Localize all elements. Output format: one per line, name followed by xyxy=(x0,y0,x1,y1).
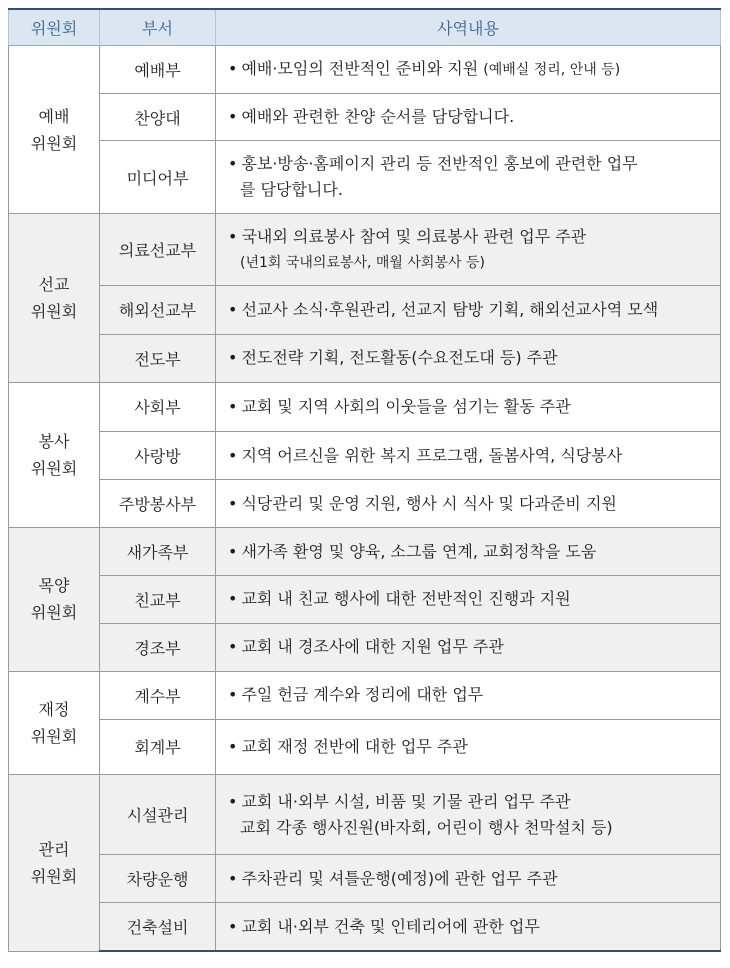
department-cell: 사랑방 xyxy=(100,432,216,480)
committee-label: 위원회 xyxy=(30,603,78,623)
header-description: 사역내용 xyxy=(216,9,721,46)
description-cell xyxy=(216,671,721,719)
bullet: • xyxy=(228,637,238,657)
bullet: • xyxy=(228,589,238,609)
table-row xyxy=(9,214,721,285)
bullet: • xyxy=(228,916,238,936)
department-cell: 전도부 xyxy=(100,334,216,382)
committee-cell xyxy=(9,382,100,527)
description-text: 전도전략 기획, 전도활동(수요전도대 등) 주관 xyxy=(241,348,558,368)
description-text: 주일 헌금 계수와 정리에 대한 업무 xyxy=(241,685,484,705)
table-row xyxy=(9,141,721,214)
bullet: • xyxy=(228,736,238,756)
committee-label: 봉사 xyxy=(38,432,70,452)
committee-cell xyxy=(9,774,100,951)
description-text: 새가족 환영 및 양육, 소그룹 연계, 교회정착을 도움 xyxy=(241,541,597,561)
committee-label: 위원회 xyxy=(30,726,78,746)
table-row xyxy=(9,671,721,719)
description-cell xyxy=(216,46,721,94)
ministry-table xyxy=(8,8,721,952)
table-row xyxy=(9,94,721,141)
bullet: • xyxy=(228,299,238,319)
description-text: 교회 내·외부 건축 및 인테리어에 관한 업무 xyxy=(241,916,540,936)
department-cell: 의료선교부 xyxy=(100,214,216,285)
description-cell xyxy=(216,285,721,334)
department-cell: 새가족부 xyxy=(100,528,216,576)
department-cell: 회계부 xyxy=(100,719,216,774)
table-row xyxy=(9,903,721,951)
description-text: 교회 재정 전반에 대한 업무 주관 xyxy=(241,736,468,756)
description-cell xyxy=(216,774,721,854)
department-cell: 차량운행 xyxy=(100,855,216,903)
department-cell: 미디어부 xyxy=(100,141,216,214)
department-cell: 예배부 xyxy=(100,46,216,94)
department-cell: 시설관리 xyxy=(100,774,216,854)
header-row xyxy=(9,9,721,46)
department-cell: 사회부 xyxy=(100,382,216,431)
description-cell xyxy=(216,432,721,480)
committee-cell xyxy=(9,214,100,382)
table-row xyxy=(9,285,721,334)
table-row xyxy=(9,382,721,431)
description-text: 교회 각종 행사진원(바자회, 어린이 행사 천막설치 등) xyxy=(240,817,613,837)
description-cell xyxy=(216,141,721,214)
description-text: 홍보·방송·홈페이지 관리 등 전반적인 홍보에 관련한 업무 xyxy=(241,154,638,174)
table-row xyxy=(9,528,721,576)
table-row xyxy=(9,576,721,623)
description-cell xyxy=(216,719,721,774)
description-text: 교회 내 경조사에 대한 지원 업무 주관 xyxy=(241,637,504,657)
description-note: (예배실 정리, 안내 등) xyxy=(483,62,621,79)
committee-label: 예배 xyxy=(38,106,70,126)
bullet: • xyxy=(228,541,238,561)
table-row xyxy=(9,623,721,671)
bullet: • xyxy=(228,107,238,127)
bullet: • xyxy=(228,154,238,174)
table-row xyxy=(9,855,721,903)
bullet: • xyxy=(228,791,238,811)
committee-label: 위원회 xyxy=(30,459,78,479)
description-cell xyxy=(216,334,721,382)
description-text: 교회 내 친교 행사에 대한 전반적인 진행과 지원 xyxy=(241,589,571,609)
description-cell xyxy=(216,903,721,951)
description-text: 선교사 소식·후원관리, 선교지 탐방 기획, 해외선교사역 모색 xyxy=(241,299,659,319)
committee-cell xyxy=(9,528,100,671)
table-row xyxy=(9,480,721,528)
description-cell xyxy=(216,480,721,528)
committee-label: 재정 xyxy=(38,699,70,719)
committee-label: 관리 xyxy=(38,839,70,859)
bullet: • xyxy=(228,59,238,79)
department-cell: 찬양대 xyxy=(100,94,216,141)
bullet: • xyxy=(228,868,238,888)
department-cell: 계수부 xyxy=(100,671,216,719)
committee-cell xyxy=(9,671,100,774)
committee-label: 위원회 xyxy=(30,866,78,886)
description-text: 국내외 의료봉사 참여 및 의료봉사 관련 업무 주관 xyxy=(241,226,587,246)
header-committee: 위원회 xyxy=(9,9,100,46)
department-cell: 경조부 xyxy=(100,623,216,671)
table-row xyxy=(9,719,721,774)
description-cell xyxy=(216,528,721,576)
department-cell: 주방봉사부 xyxy=(100,480,216,528)
bullet: • xyxy=(228,348,238,368)
bullet: • xyxy=(228,493,238,513)
committee-label: 위원회 xyxy=(30,302,78,322)
description-text: 교회 내·외부 시설, 비품 및 기물 관리 업무 주관 xyxy=(241,791,571,811)
table-row xyxy=(9,774,721,854)
table-row xyxy=(9,334,721,382)
description-cell xyxy=(216,382,721,431)
bullet: • xyxy=(228,396,238,416)
description-cell xyxy=(216,94,721,141)
committee-cell xyxy=(9,46,100,214)
committee-label: 위원회 xyxy=(30,133,78,153)
header-department: 부서 xyxy=(100,9,216,46)
description-cell xyxy=(216,214,721,285)
table-row xyxy=(9,432,721,480)
bullet: • xyxy=(228,445,238,465)
description-cell xyxy=(216,855,721,903)
bullet: • xyxy=(228,226,238,246)
description-cell xyxy=(216,623,721,671)
bullet: • xyxy=(228,685,238,705)
description-cell xyxy=(216,576,721,623)
description-text: 지역 어르신을 위한 복지 프로그램, 돌봄사역, 식당봉사 xyxy=(241,445,623,465)
table-row xyxy=(9,46,721,94)
department-cell: 건축설비 xyxy=(100,903,216,951)
description-text: 를 담당합니다. xyxy=(240,180,343,200)
department-cell: 친교부 xyxy=(100,576,216,623)
committee-label: 선교 xyxy=(38,275,70,295)
description-text: 주차관리 및 셔틀운행(예정)에 관한 업무 주관 xyxy=(241,868,558,888)
description-text: 식당관리 및 운영 지원, 행사 시 식사 및 다과준비 지원 xyxy=(241,493,617,513)
department-cell: 해외선교부 xyxy=(100,285,216,334)
description-text: 교회 및 지역 사회의 이웃들을 섬기는 활동 주관 xyxy=(241,396,571,416)
committee-label: 목양 xyxy=(38,576,70,596)
description-note: (년1회 국내의료봉사, 매월 사회봉사 등) xyxy=(240,254,485,271)
description-text: 예배·모임의 전반적인 준비와 지원 xyxy=(241,59,479,79)
description-text: 예배와 관련한 찬양 순서를 담당합니다. xyxy=(241,107,515,127)
